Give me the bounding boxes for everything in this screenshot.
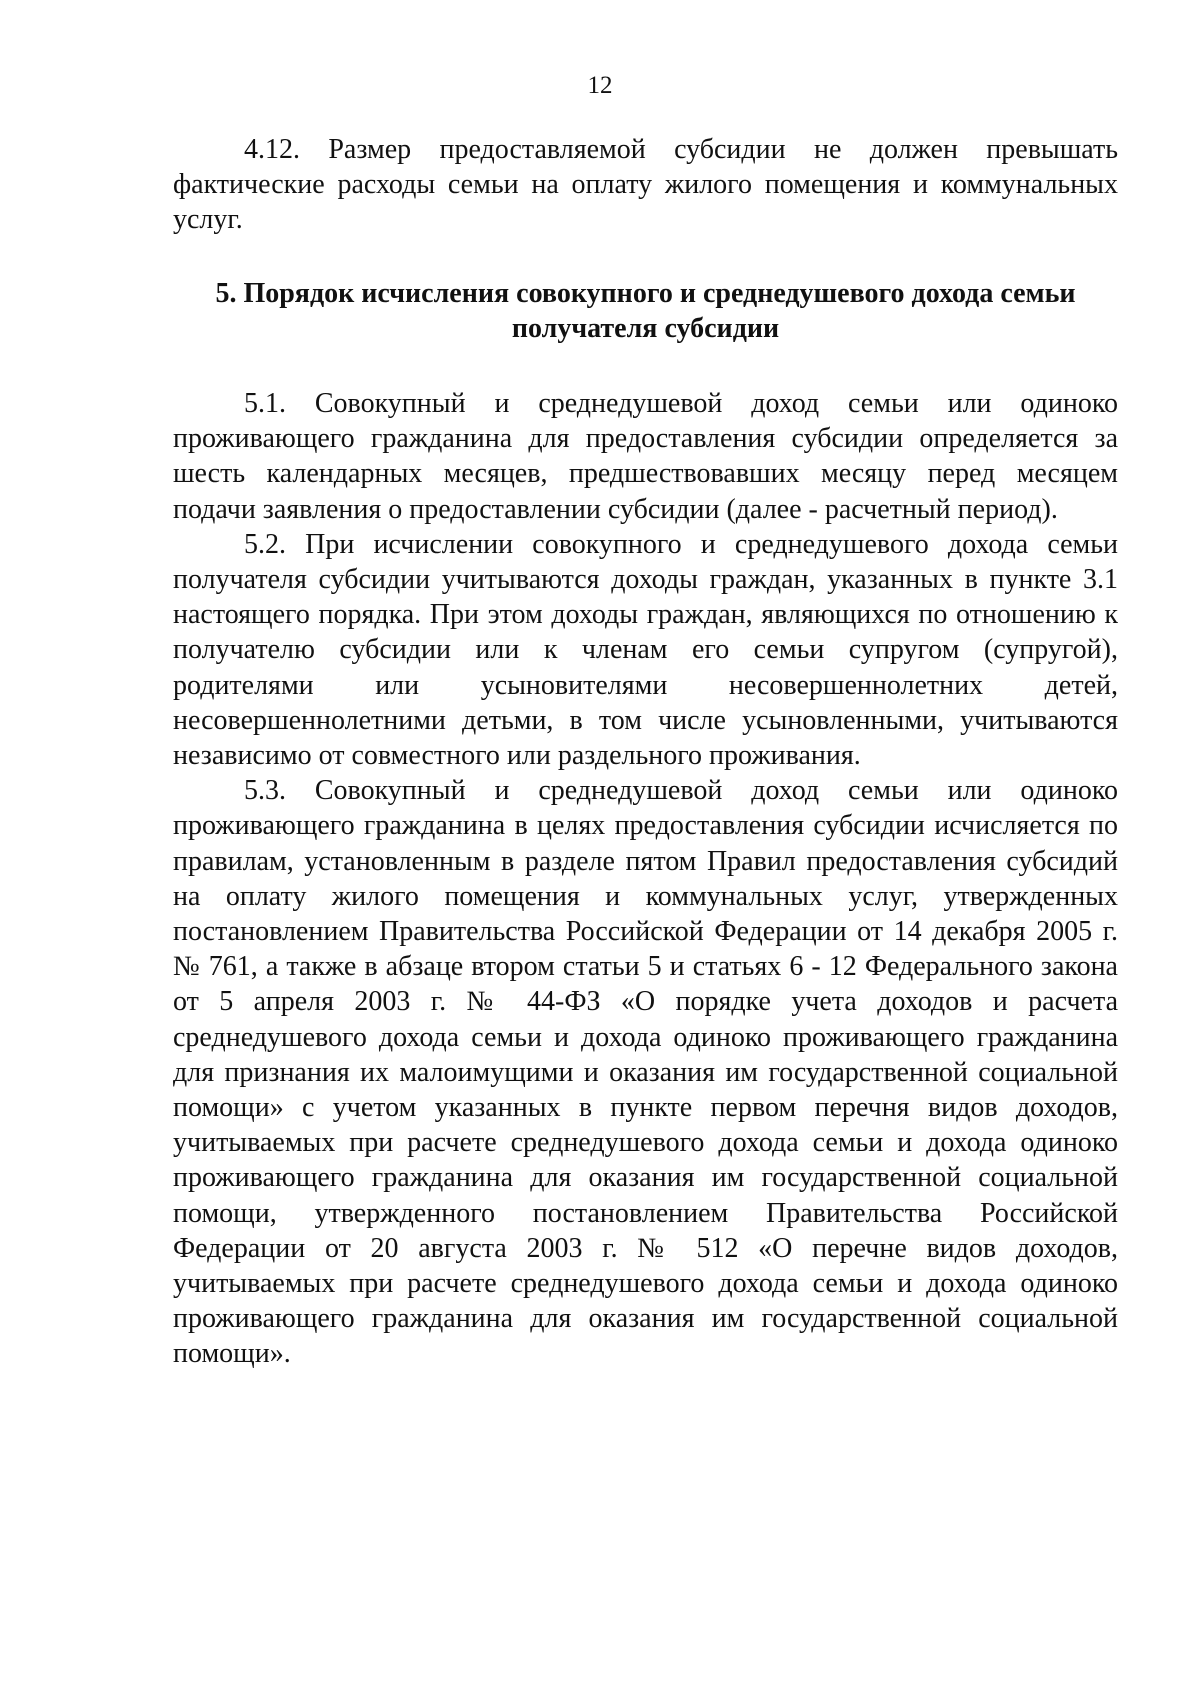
paragraph-5-3: 5.3. Совокупный и среднедушевой доход семьи или одиноко проживающего гражданина в целях предоставления субсидии исчисляется по правилам, установленным в разделе пятом Правил предоставления субсидий на оплату жилого помещения и коммунальных услуг, утвержденных постановлением Правительства Российской Федерации от 14 декабря 2005 г. № 761, а также в абзаце втором статьи 5 и статьях 6 - 12 Федерального закона от 5 апреля 2003 г. № 44-ФЗ «О порядке учета доходов и расчета среднедушевого дохода семьи и дохода одиноко проживающего гражданина для признания их малоимущими и оказания им государственной социальной помощи» с учетом указанных в пункте первом перечня видов доходов, учитываемых при расчете среднедушевого дохода семьи и дохода одиноко проживающего гражданина для оказания им государственной социальной помощи, утвержденного постановлением Правительства Российской Федерации от 20 августа 2003 г. № 512 «О перечне видов доходов, учитываемых при расчете среднедушевого дохода семьи и дохода одиноко проживающего гражданина для оказания им государственной социальной помощи». — [173, 775, 1118, 1370]
paragraph-block-section-5 — [173, 386, 1118, 1372]
paragraph-4-12: 4.12. Размер предоставляемой субсидии не должен превышать фактические расходы семьи на оплату жилого помещения и коммунальных услуг. — [173, 134, 1118, 236]
section-heading-line-2: получателя субсидии — [511, 313, 780, 345]
paragraph-5-2: 5.2. При исчислении совокупного и среднедушевого дохода семьи получателя субсидии учитываются доходы граждан, указанных в пункте 3.1 настоящего порядка. При этом доходы граждан, являющихся по отношению к получателю субсидии или к членам его семьи супругом (супругой), родителями или усыновителями несовершеннолетних детей, несовершеннолетними детьми, в том числе усыновленными, учитываются независимо от совместного или раздельного проживания. — [173, 528, 1118, 772]
section-heading-line-1: 5. Порядок исчисления совокупного и среднедушевого дохода семьи — [215, 278, 1076, 309]
paragraph-block-4-12 — [173, 132, 1118, 238]
page-number: 12 — [587, 72, 613, 99]
paragraph-5-1: 5.1. Совокупный и среднедушевой доход семьи или одиноко проживающего гражданина для предоставления субсидии определяется за шесть календарных месяцев, предшествовавших месяцу перед месяцем подачи заявления о предоставлении субсидии (далее - расчетный период). — [173, 388, 1118, 525]
section-heading — [173, 276, 1118, 346]
